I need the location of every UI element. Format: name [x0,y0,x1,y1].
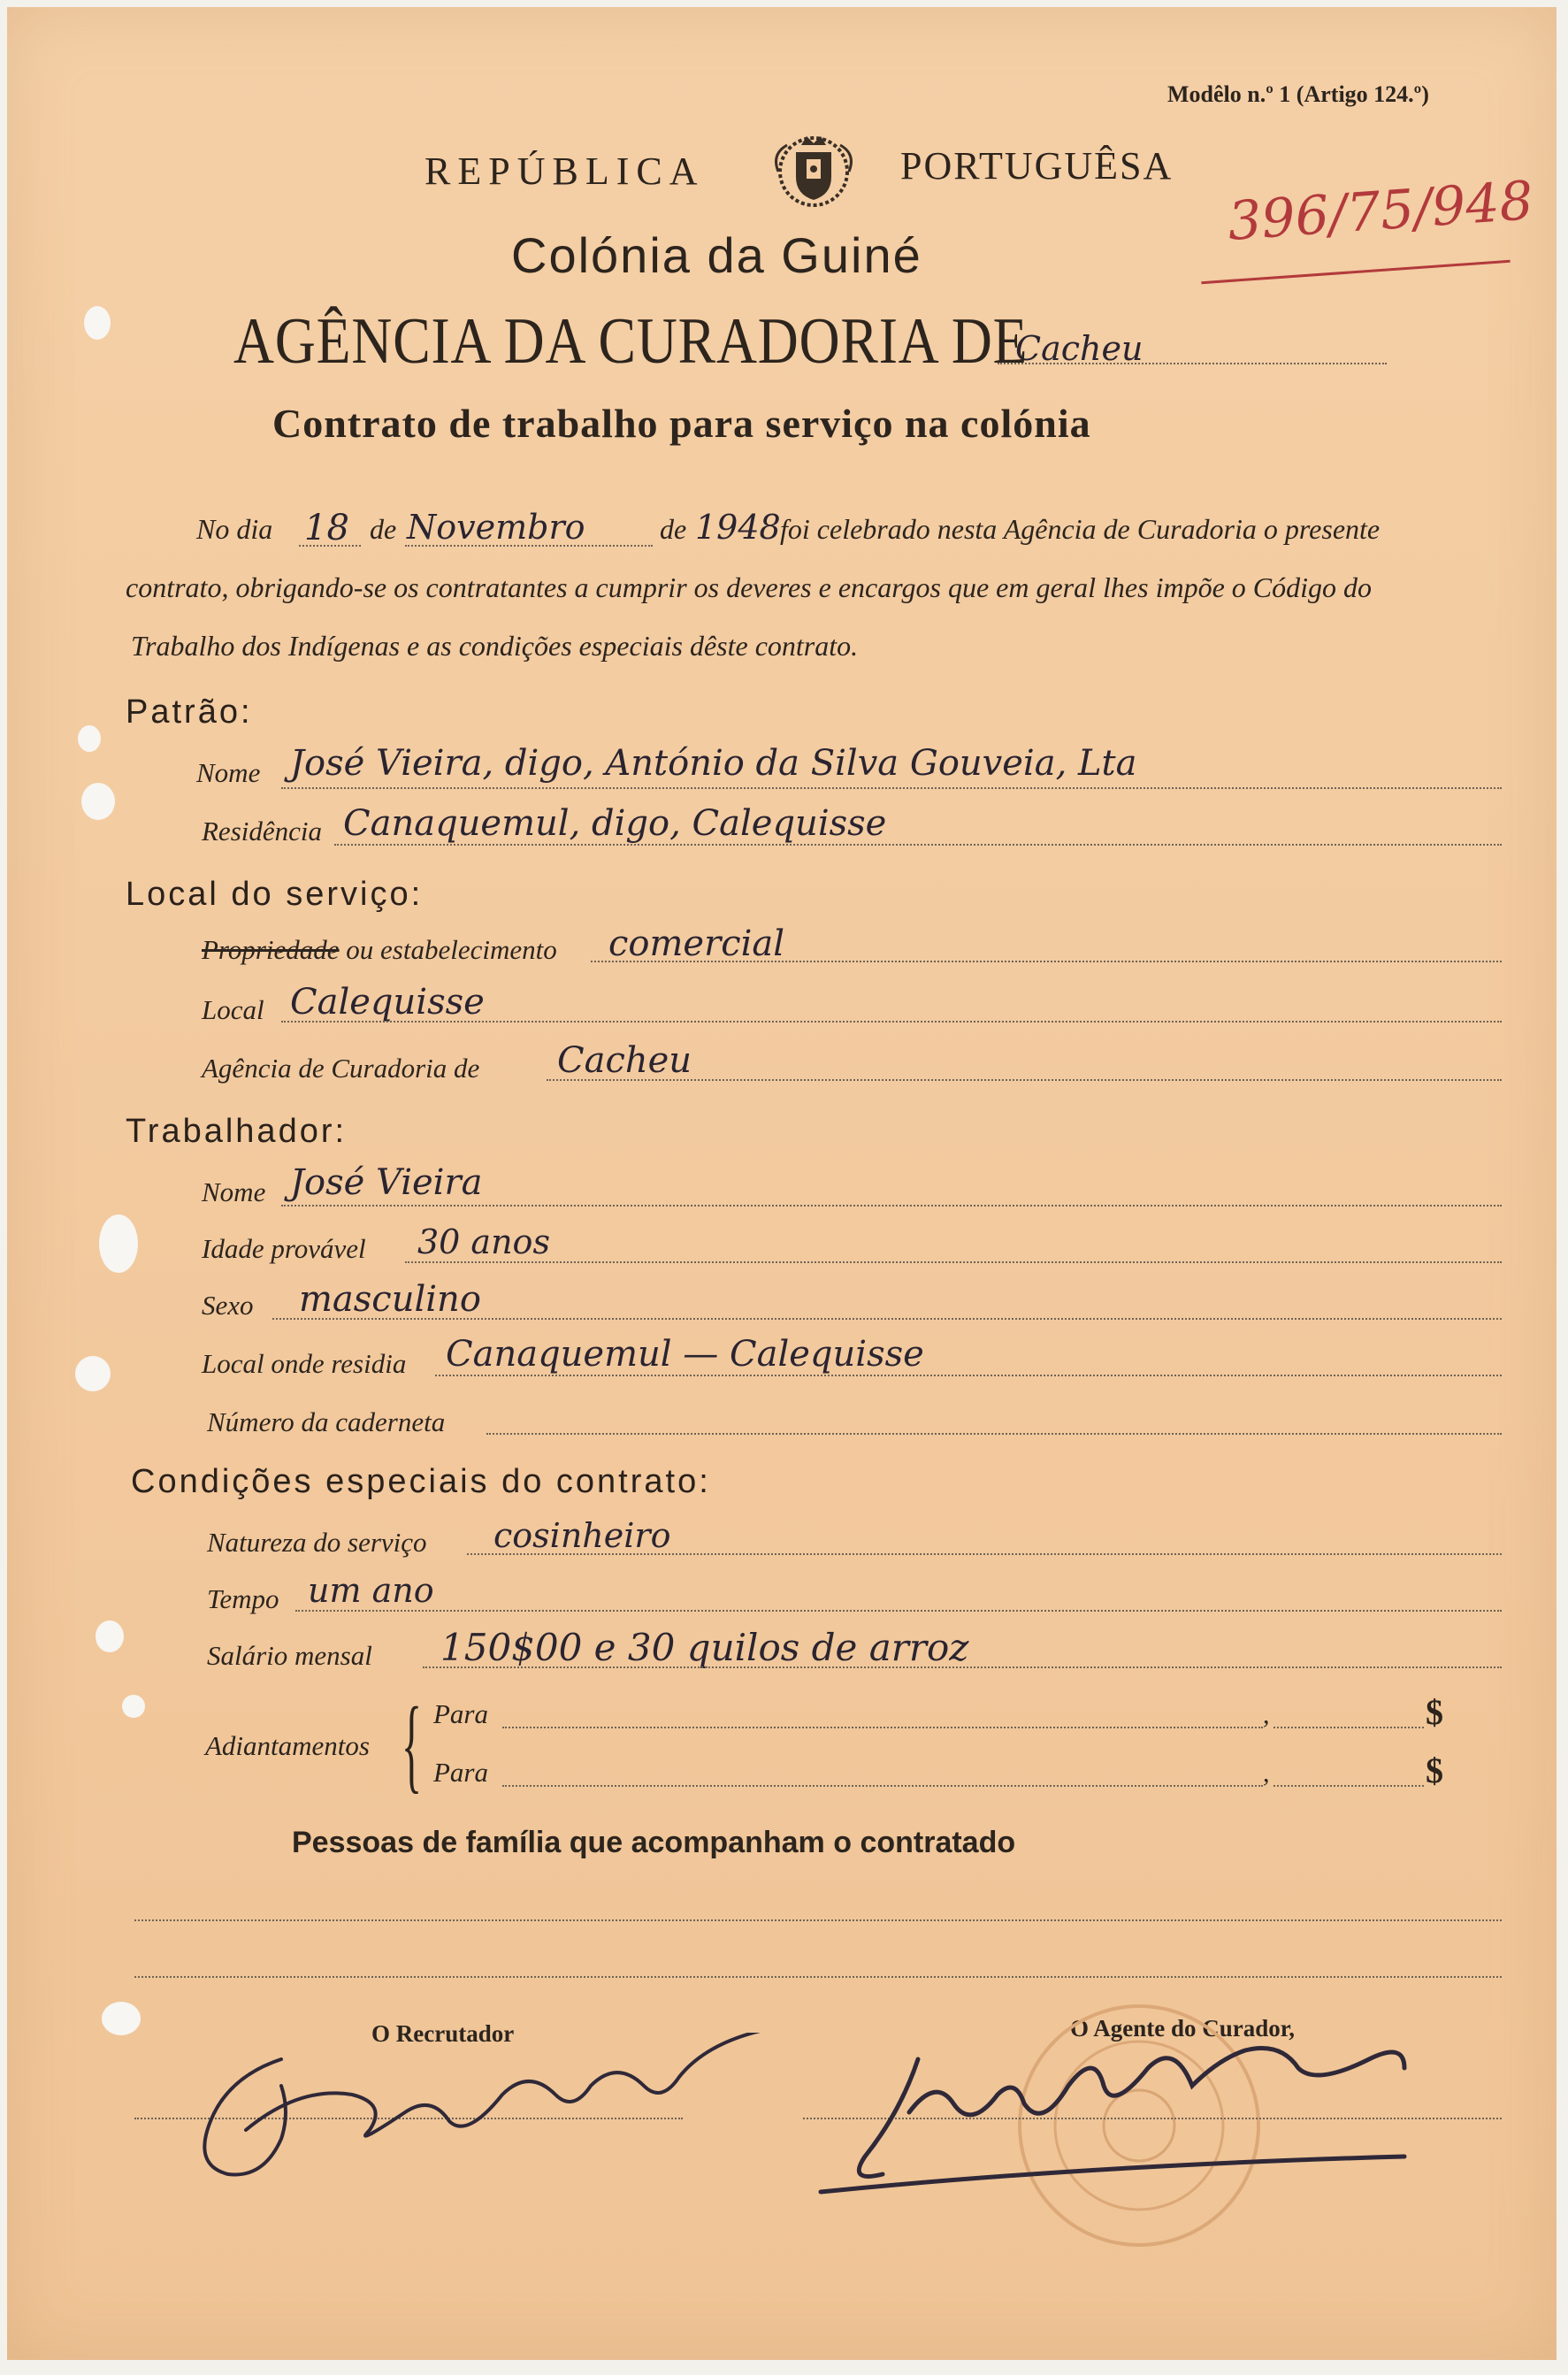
republica-right: PORTUGUÊSA [900,144,1174,188]
caderneta-label: Número da caderneta [207,1406,446,1437]
trabalhador-nome-line [281,1205,1502,1207]
patrao-nome-line [281,787,1502,789]
punch-hole [84,306,111,340]
recrutador-signature [140,2033,883,2192]
intro-day: 18 [304,508,349,548]
patrao-nome-value: José Vieira, digo, António da Silva Gouveia, Lta [290,743,1137,784]
agency-title: AGÊNCIA DA CURADORIA DE [233,305,1029,378]
agente-label: O Agente do Curador, [1070,2015,1296,2042]
adiantamentos-brace: { [402,1685,423,1803]
natureza-line [467,1553,1502,1555]
curadoria-label: Agência de Curadoria de [202,1053,480,1084]
contract-title: Contrato de trabalho para serviço na colónia [272,401,1091,446]
idade-value: 30 anos [417,1222,550,1261]
adiantamentos-label: Adiantamentos [205,1730,370,1761]
day-line [299,545,361,547]
registration-underline [1201,260,1510,284]
agente-signature [803,2033,1528,2210]
month-line [405,545,653,547]
patrao-residencia-label: Residência [202,816,323,847]
propriedade-value: comercial [608,923,785,964]
patrao-residencia-line [334,844,1502,846]
agency-value: Cacheu [1015,329,1143,368]
form-model-number: Modêlo n.º 1 (Artigo 124.º) [1167,81,1429,107]
para-label-1: Para [433,1698,488,1729]
para-comma-1: , [1263,1700,1270,1729]
sexo-value: masculino [299,1279,481,1320]
familia-heading: Pessoas de família que acompanham o contratado [292,1826,1016,1859]
punch-hole [75,1356,111,1391]
intro-line-1-rest: foi celebrado nesta Agência de Curadoria o presente [780,513,1381,545]
local-value: Calequisse [290,982,485,1023]
intro-de-2: de [660,513,687,545]
tempo-label: Tempo [207,1583,279,1614]
curadoria-value: Cacheu [557,1040,692,1081]
salario-line [423,1666,1502,1668]
para-line-2a [502,1785,1263,1787]
para-line-1b [1274,1727,1424,1728]
familia-line-2 [134,1976,1502,1978]
idade-label: Idade provável [202,1233,366,1264]
idade-line [405,1261,1502,1263]
para-label-2: Para [433,1757,488,1788]
local-label: Local [202,994,264,1025]
natureza-label: Natureza do serviço [207,1527,427,1558]
republica-left: REPÚBLICA [425,149,705,193]
familia-line-1 [134,1919,1502,1921]
punch-hole [96,1620,124,1652]
currency-symbol-2: $ [1426,1751,1443,1790]
punch-hole [78,725,101,752]
intro-month: Novembro [407,508,585,547]
punch-hole [99,1214,138,1273]
propriedade-struck: Propriedade [202,934,340,965]
patrao-nome-label: Nome [196,757,261,788]
section-trabalhador: Trabalhador: [126,1113,348,1150]
punch-hole [122,1695,145,1718]
section-condicoes: Condições especiais do contrato: [131,1463,711,1500]
intro-line-2: contrato, obrigando-se os contratantes a cumprir os deveres e encargos que em geral lhes impõe o Código do [126,571,1372,603]
intro-year: 1948 [695,508,781,547]
trabalhador-nome-value: José Vieira [290,1162,483,1203]
intro-line-1: No dia [196,513,273,545]
propriedade-line [591,961,1502,962]
tempo-value: um ano [308,1571,434,1610]
sexo-label: Sexo [202,1290,254,1321]
propriedade-label [202,934,557,966]
agency-line [998,363,1387,364]
local-line [281,1021,1502,1023]
punch-hole [81,783,115,820]
residia-label: Local onde residia [202,1348,407,1379]
salario-label: Salário mensal [207,1640,372,1671]
trabalhador-nome-label: Nome [202,1176,266,1207]
intro-de: de [370,513,397,545]
estabelecimento-label: ou estabelecimento [346,934,557,965]
punch-hole [102,2002,141,2035]
contract-document [7,7,1557,2360]
residia-value: Canaquemul — Calequisse [446,1334,924,1375]
caderneta-line [486,1433,1502,1435]
coat-of-arms-emblem [761,127,867,216]
residia-line [435,1375,1502,1376]
curadoria-line [547,1079,1502,1081]
registration-number: 396/75/948 [1225,170,1535,253]
para-line-1a [502,1727,1263,1728]
para-line-2b [1274,1785,1424,1787]
recrutador-label: O Recrutador [371,2020,515,2047]
sexo-line [272,1318,1502,1320]
colony-title: Colónia da Guiné [511,227,922,283]
patrao-residencia-value: Canaquemul, digo, Calequisse [343,803,887,844]
section-local-servico: Local do serviço: [126,876,424,913]
section-patrao: Patrão: [126,693,253,731]
currency-symbol-1: $ [1426,1692,1443,1732]
para-comma-2: , [1263,1758,1270,1788]
salario-value: 150$00 e 30 quilos de arroz [440,1626,969,1669]
natureza-value: cosinheiro [493,1516,671,1555]
tempo-line [295,1610,1502,1612]
intro-line-3: Trabalho dos Indígenas e as condições especiais dêste contrato. [131,630,859,662]
